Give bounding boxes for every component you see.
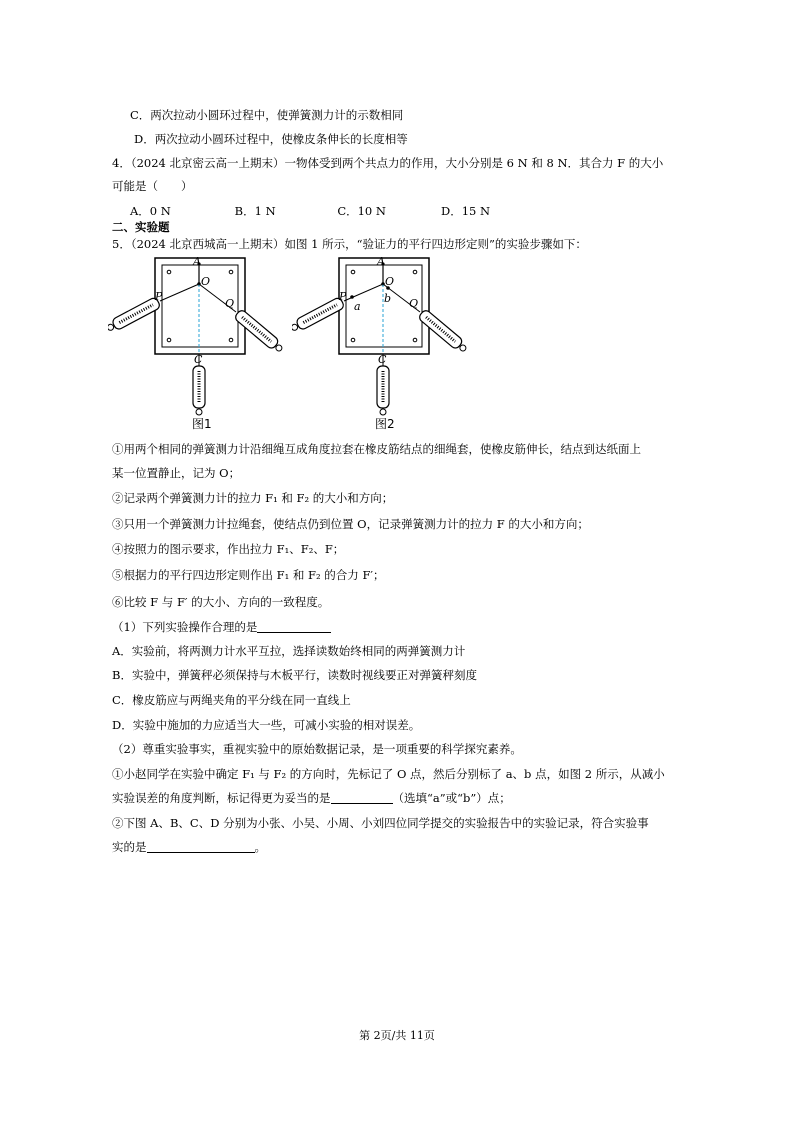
fig2-label-mark-b: b — [384, 292, 392, 305]
figure-1-caption: 图1 — [192, 417, 212, 431]
fig2-label-p: P — [339, 290, 347, 303]
sub2-item1-line1: ①小赵同学在实验中确定 F₁ 与 F₂ 的方向时，先标记了 O 点，然后分别标了 a、b 点，如图 2 所示，从减小 — [112, 767, 665, 781]
fig2-label-c: C — [378, 353, 387, 366]
sub1-option-d: D．实验中施加的力应适当大一些，可减小实验的相对误差。 — [112, 718, 421, 732]
fig1-label-o: O — [201, 275, 211, 288]
q4-option-b: B．1 N — [234, 204, 276, 218]
sub1-question — [112, 619, 331, 635]
fig2-label-a: A — [377, 255, 385, 268]
step-1-line1: ①用两个相同的弹簧测力计沿细绳互成角度拉套在橡皮筋结点的细绳套，使橡皮筋伸长，结点到达纸面上 — [112, 442, 641, 456]
step-1-line2: 某一位置静止，记为 O； — [112, 466, 241, 480]
fig1-label-a: A — [193, 255, 201, 268]
q4-option-c: C．10 N — [337, 204, 386, 218]
fig1-label-q: Q — [225, 297, 235, 310]
step-4: ④按照力的图示要求，作出拉力 F₁、F₂、F； — [112, 542, 345, 556]
step-6: ⑥比较 F 与 F′ 的大小、方向的一致程度。 — [112, 595, 330, 609]
sub2-item2-line2: 实的是 。 — [112, 840, 266, 854]
q4-option-d: D．15 N — [440, 204, 491, 218]
figure-2 — [292, 254, 467, 424]
page-footer: 第 2页/共 11页 — [359, 1029, 435, 1042]
step-2: ②记录两个弹簧测力计的拉力 F₁ 和 F₂ 的大小和方向； — [112, 491, 394, 505]
sub2-intro: （2）尊重实验事实，重视实验中的原始数据记录，是一项重要的科学探究素养。 — [112, 742, 522, 756]
fig2-label-mark-a: a — [354, 300, 361, 313]
sub1-option-b: B．实验中，弹簧秤必须保持与木板平行，读数时视线要正对弹簧秤刻度 — [112, 668, 477, 682]
fig1-label-p: P — [155, 290, 163, 303]
figure-1 — [108, 254, 283, 424]
q3-option-c: C．两次拉动小圆环过程中，使弹簧测力计的示数相同 — [130, 108, 404, 122]
step-3: ③只用一个弹簧测力计拉绳套，使结点仍到位置 O，记录弹簧测力计的拉力 F 的大小和方向； — [112, 517, 589, 531]
sub2-item1-blank[interactable] — [331, 791, 393, 804]
sub2-item1-text-a: 实验误差的角度判断，标记得更为妥当的是 — [112, 791, 331, 805]
fig2-label-q: Q — [409, 297, 419, 310]
fig1-label-c: C — [194, 353, 203, 366]
q4-stem-line1: 4．（2024 北京密云高一上期末）一物体受到两个共点力的作用，大小分别是 6 N 和 8 N．其合力 F 的大小 — [112, 156, 664, 170]
sub2-item2-blank[interactable] — [147, 840, 255, 853]
sub2-item1-text-b: （选填“a”或“b”）点； — [392, 791, 511, 805]
q3-option-d: D．两次拉动小圆环过程中，使橡皮条伸长的长度相等 — [134, 132, 408, 146]
sub2-item2-text: 实的是 — [112, 840, 147, 854]
fig2-label-o: O — [385, 275, 395, 288]
q4-options — [130, 203, 490, 219]
step-5: ⑤根据力的平行四边形定则作出 F₁ 和 F₂ 的合力 F′； — [112, 568, 385, 582]
q4-option-a: A．0 N — [130, 204, 171, 218]
section-title: 二、实验题 — [112, 220, 170, 234]
sub2-item1-line2 — [112, 790, 511, 806]
sub1-question-text: （1）下列实验操作合理的是 — [112, 620, 258, 634]
sub1-option-a: A．实验前，将两测力计水平互拉，选择读数始终相同的两弹簧测力计 — [112, 644, 466, 658]
sub1-option-c: C．橡皮筋应与两绳夹角的平分线在同一直线上 — [112, 693, 351, 707]
sub2-item2-line1: ②下图 A、B、C、D 分别为小张、小吴、小周、小刘四位同学提交的实验报告中的实验记录，符合实验事 — [112, 816, 649, 830]
q5-intro: 5．（2024 北京西城高一上期末）如图 1 所示，“验证力的平行四边形定则”的实验步骤如下： — [112, 237, 587, 251]
sub1-answer-blank[interactable] — [257, 620, 331, 633]
figure-2-caption: 图2 — [375, 417, 395, 431]
q4-stem-line2: 可能是（ ） — [112, 179, 193, 193]
